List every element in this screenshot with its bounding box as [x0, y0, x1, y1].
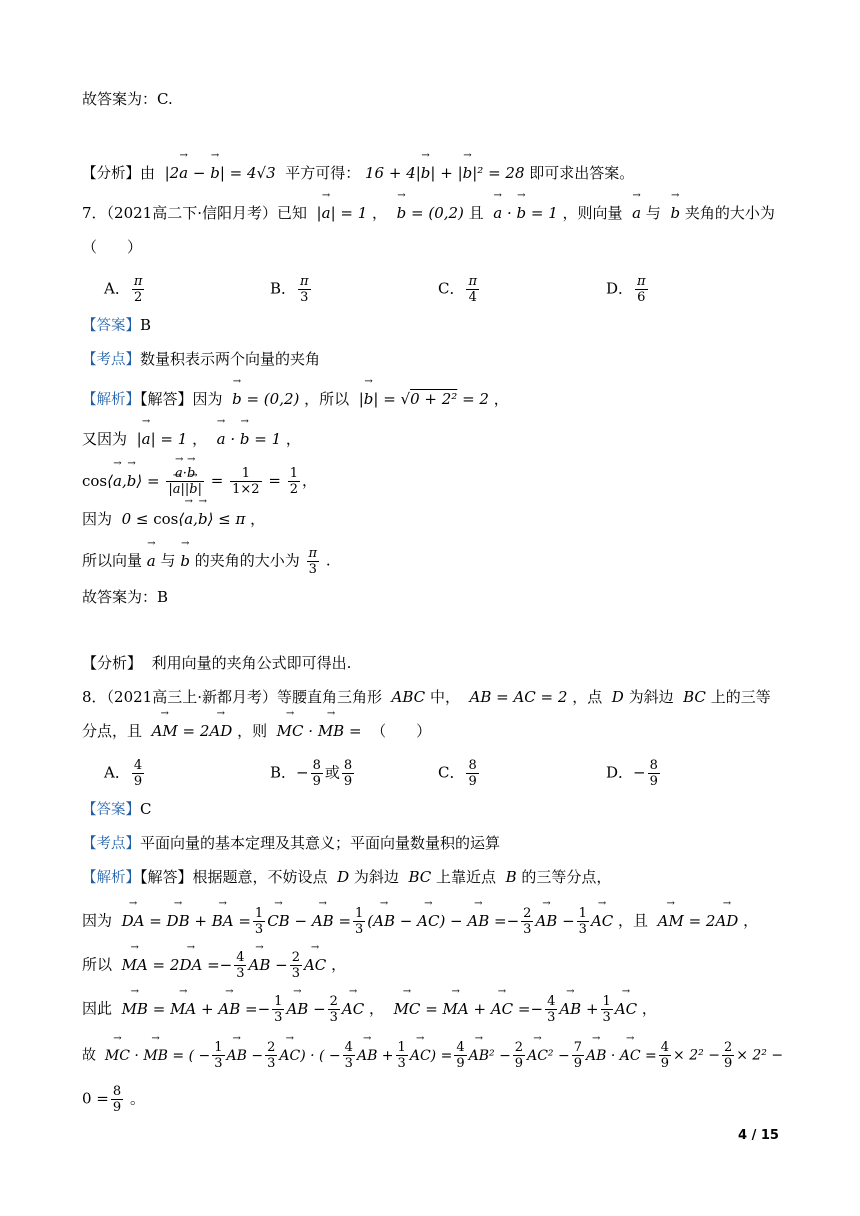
q8-answer: 【答案】C	[82, 800, 152, 818]
q8-solution-5: 故 → MC · → MB = ( − $\frac{1}{3}$ → AB − $\frac{2}{3}$ → AC) · ( − $\frac{4}{3}$ → AB + $\frac{1}{3}$ → AC) = $\frac{4}{9}$ → AB² − $\frac{2}{9}$ → AC² − $\frac{7}{9}$ → AB · → AC = $\frac{4}{9}$ × 2² − $\frac{2}{9}$ × 2² −	[82, 1040, 783, 1071]
q7-option-d: D． $\frac{\pi}{6}$	[606, 274, 646, 305]
analysis-line: 【分析】由 |2→ a − → b| = 4√3 平方可得： 16 + 4|→ b| + |→ b|² = 28 即可求出答案。	[82, 162, 634, 185]
q7-option-a: A． $\frac{\pi}{2}$	[104, 274, 143, 305]
page-number: 4 / 15	[738, 1128, 779, 1143]
q7-option-c: C． $\frac{\pi}{4}$	[438, 274, 478, 305]
q8-option-d: D．− $\frac{8}{9}$	[606, 758, 658, 789]
q7-solution-5: 所以向量 → a 与 → b 的夹角的大小为 $\frac{\pi}{3}$ .	[82, 546, 331, 577]
q8-option-c: C． $\frac{8}{9}$	[438, 758, 477, 789]
q7-option-b: B． $\frac{\pi}{3}$	[270, 274, 309, 305]
q8-solution-4: 因此 → MB = → MA + → AB =− $\frac{1}{3}$ → AB − $\frac{2}{3}$ → AC ， → MC = → MA + → AC =− $\frac{4}{3}$ → AB + $\frac{1}{3}$ → AC ，	[82, 994, 657, 1025]
q8-solution-6: 0 = $\frac{8}{9}$ 。	[82, 1084, 145, 1115]
q8-solution-3: 所以 → MA = 2→ DA =− $\frac{4}{3}$ → AB − $\frac{2}{3}$ → AC ，	[82, 950, 346, 981]
question-8-cont: 分点，且 → AM = 2→ AD ，则 → MC · → MB = （ ）	[82, 720, 431, 742]
q8-option-a: A． $\frac{4}{9}$	[104, 758, 143, 789]
q7-end: 故答案为：B	[82, 588, 169, 606]
question-7: 7．（2021高二下·信阳月考）已知 |→ a| = 1 ， → b = (0,2) 且 → a · → b = 1 ，则向量 → a 与 → b 夹角的大小为	[82, 202, 775, 224]
q7-solution-4: 因为 0 ≤ cos⟨→ a,→ b⟩ ≤ π ，	[82, 508, 265, 530]
q7-solution-2: 又因为 |→ a| = 1 ， → a · → b = 1 ，	[82, 428, 301, 450]
q8-solution-2: 因为 → DA = → DB + → BA = $\frac{1}{3}$ → CB − → AB = $\frac{1}{3}$ (→ AB − → AC) − → AB =− $\frac{2}{3}$ → AB − $\frac{1}{3}$ → AC ，且 → AM = 2→ AD ，	[82, 906, 758, 937]
question-7-paren: （ ）	[82, 238, 143, 256]
q7-analysis: 【分析】 利用向量的夹角公式即可得出.	[82, 654, 352, 672]
answer-line: 故答案为：C.	[82, 90, 173, 108]
question-8: 8．（2021高三上·新都月考）等腰直角三角形 ABC 中， AB = AC = 2 ，点 D 为斜边 BC 上的三等	[82, 688, 771, 706]
q8-knowledge: 【考点】平面向量的基本定理及其意义；平面向量数量积的运算	[82, 834, 501, 852]
q8-option-b: B．− $\frac{8}{9}$ 或 $\frac{8}{9}$	[270, 758, 353, 789]
q7-solution-3: cos⟨→ a,→ b⟩ = → $\frac{a\cdot\to b}{|\to a||\to b|}$ = $\frac{1}{1\times 2}$ = $\frac{1}{2}$ ，	[82, 466, 317, 497]
q7-solution-1: 【解析】【解答】因为 → b = (0,2) ，所以 |→ b| = √0 + 2² = 2 ，	[82, 388, 509, 411]
q8-solution-1: 【解析】【解答】根据题意，不妨设点 D 为斜边 BC 上靠近点 B 的三等分点，	[82, 868, 612, 886]
q7-knowledge: 【考点】数量积表示两个向量的夹角	[82, 350, 321, 368]
q7-answer: 【答案】B	[82, 316, 152, 334]
